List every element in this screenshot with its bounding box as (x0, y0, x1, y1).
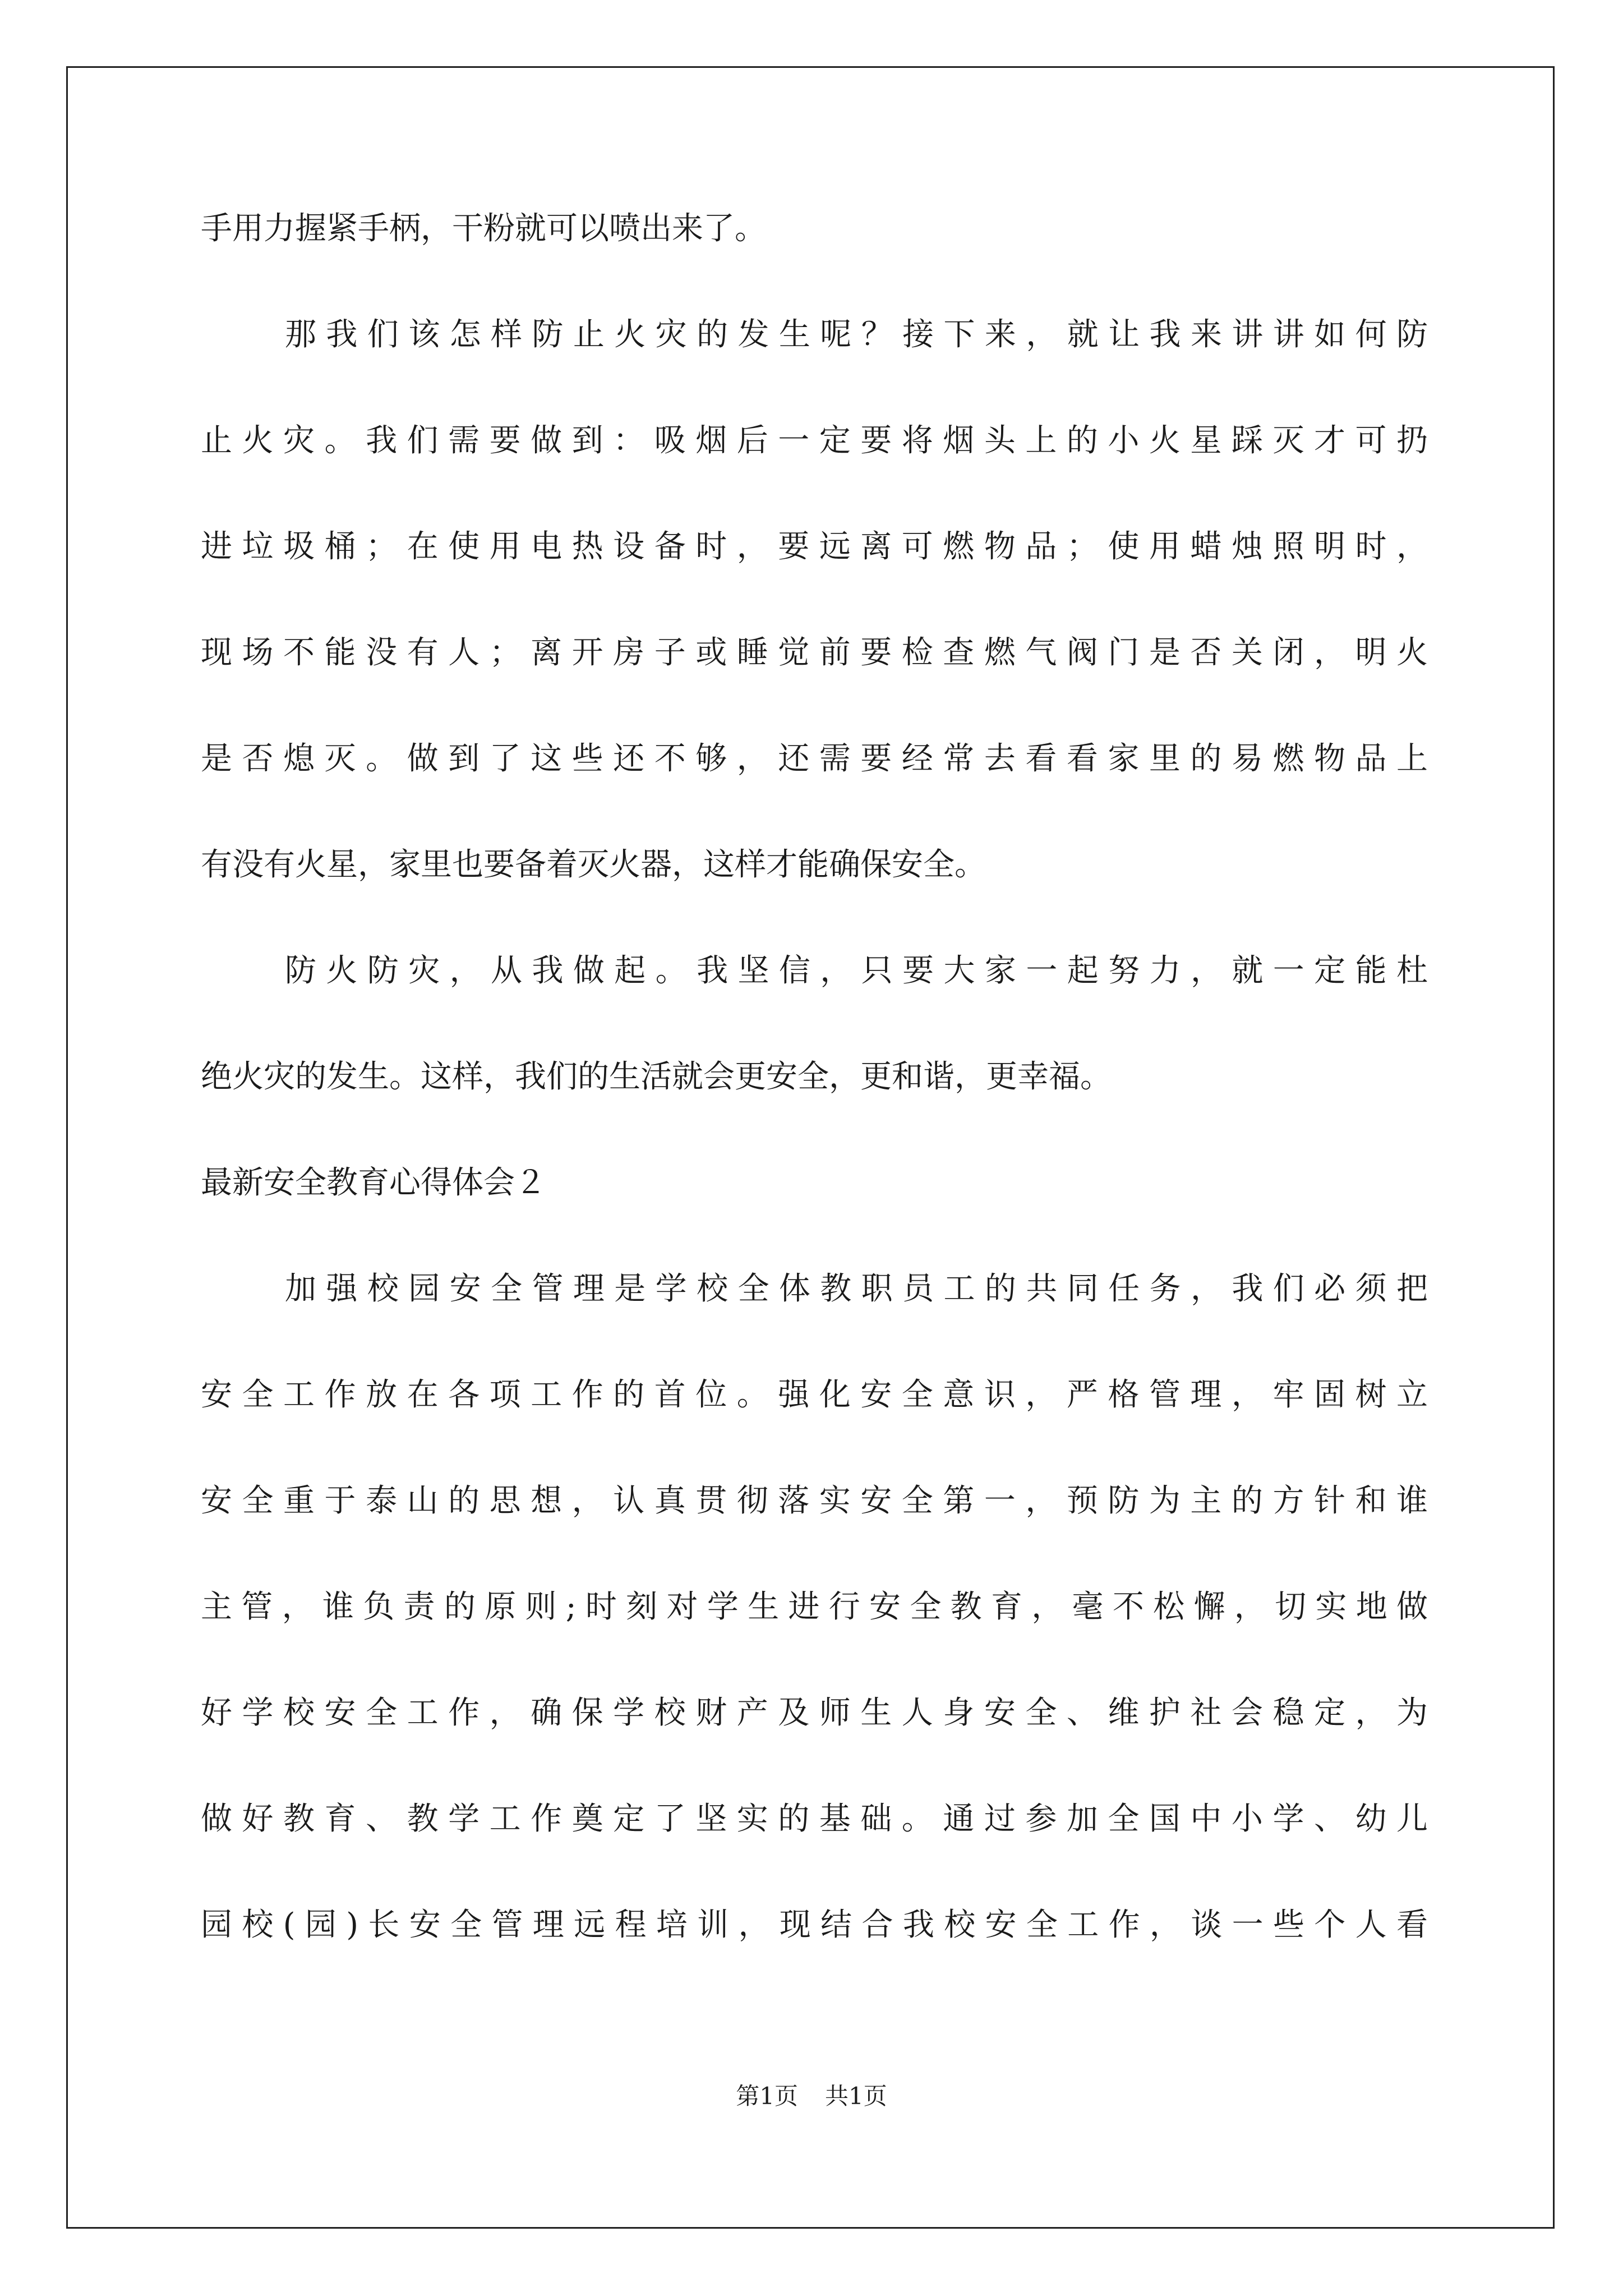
text-line: 好学校安全工作，确保学校财产及师生人身安全、维护社会稳定，为 (201, 1695, 1428, 1731)
text-line: 主管，谁负责的原则;时刻对学生进行安全教育，毫不松懈，切实地做 (201, 1589, 1428, 1625)
text-line: 有没有火星，家里也要备着灭火器，这样才能确保安全。 (201, 846, 986, 883)
text-line: 进垃圾桶；在使用电热设备时，要远离可燃物品；使用蜡烛照明时， (201, 528, 1428, 565)
page-number: 第1页 (736, 2082, 798, 2110)
page-total: 共1页 (825, 2082, 887, 2110)
text-line: 绝火灾的发生。这样，我们的生活就会更安全，更和谐，更幸福。 (201, 1059, 1112, 1095)
text-line: 是否熄灭。做到了这些还不够，还需要经常去看看家里的易燃物品上 (201, 740, 1428, 777)
page-footer (0, 2082, 1623, 2110)
text-line: 止火灾。我们需要做到：吸烟后一定要将烟头上的小火星踩灭才可扔 (201, 422, 1428, 459)
text-line: 那我们该怎样防止火灾的发生呢？接下来，就让我来讲讲如何防 (285, 316, 1428, 353)
text-line: 安全工作放在各项工作的首位。强化安全意识，严格管理，牢固树立 (201, 1377, 1428, 1413)
text-line: 安全重于泰山的思想，认真贯彻落实安全第一，预防为主的方针和谁 (201, 1483, 1428, 1519)
text-line: 园校(园)长安全管理远程培训，现结合我校安全工作，谈一些个人看 (201, 1907, 1428, 1943)
text-line: 做好教育、教学工作奠定了坚实的基础。通过参加全国中小学、幼儿 (201, 1801, 1428, 1837)
text-line: 防火防灾，从我做起。我坚信，只要大家一起努力，就一定能杜 (285, 953, 1428, 989)
document-body (201, 210, 1428, 2016)
text-line: 现场不能没有人；离开房子或睡觉前要检查燃气阀门是否关闭，明火 (201, 634, 1428, 671)
text-line: 手用力握紧手柄，干粉就可以喷出来了。 (201, 210, 766, 247)
text-line: 加强校园安全管理是学校全体教职员工的共同任务，我们必须把 (285, 1271, 1428, 1307)
section-heading: 最新安全教育心得体会２ (201, 1165, 546, 1201)
